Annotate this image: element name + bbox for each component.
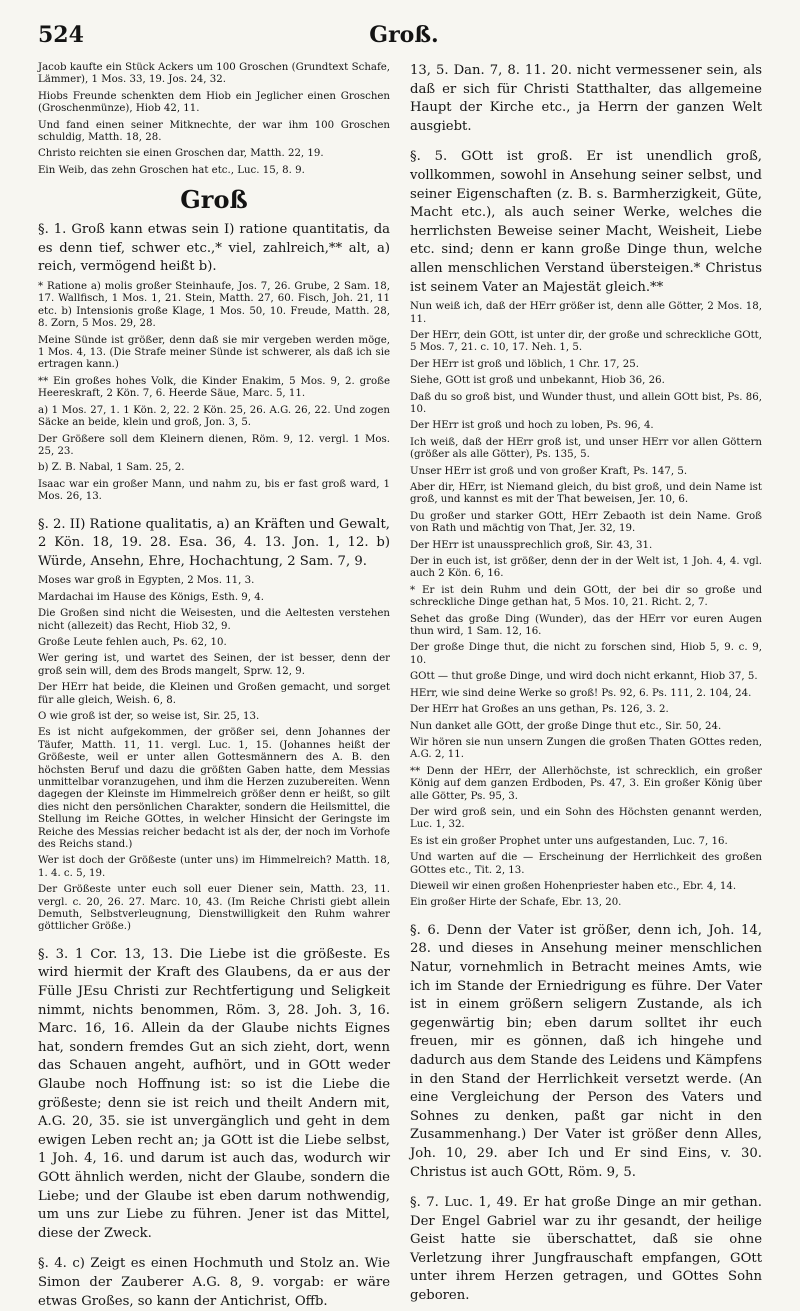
note: Der große Dinge thut, die nicht zu forschen sind, Hiob 5, 9. c. 9, 10. — [410, 642, 762, 666]
intro-line: Und fand einen seiner Mitknechte, der war ihm 100 Groschen schuldig, Matth. 18, 28. — [38, 119, 390, 144]
section-2: §. 2. II) Ratione qualitatis, a) an Kräften und Gewalt, 2 Kön. 18, 19. 28. Esa. 36, 4. 13. Jon. 1, 12. b) Würde, Ansehn, Ehre, Hochachtung, 2 Sam. 7, 9. — [38, 516, 390, 569]
entry-heading: Groß — [180, 185, 248, 215]
note: Der wird groß sein, und ein Sohn des Höchsten genannt werden, Luc. 1, 32. — [410, 806, 762, 831]
section-5: §. 5. GOtt ist groß. Er ist unendlich groß, vollkommen, sowohl in Ansehung seiner selbst, und seiner Eigenschaften (z. B. s. Barmherzigkeit, Güte, Macht etc.), als auch seiner Werke, welches die herrlichsten Beweise seiner Macht, Weisheit, Liebe etc. sind; denn er kann große Dinge thun, welche allen menschlichen Verstand übersteigen.* Christus ist seinem Vater an Majestät gleich.** — [410, 149, 762, 295]
note: Der Größeste unter euch soll euer Diener sein, Matth. 23, 11. vergl. c. 20, 26. 27. Marc. 10, 43. (Im Reiche Christi giebt allein Demuth, Selbstverleugnung, Dienstwilligkeit den Ruhm wahrer göttlicher Größe.) — [38, 884, 390, 933]
section-3: §. 3. 1 Cor. 13, 13. Die Liebe ist die größeste. Es wird hiermit der Kraft des Glaubens, da er aus der Fülle JEsu Christi zur Rechtfertigung und Seligkeit nimmt, nichts benommen, Röm. 3, 28. Joh. 3, 16. Marc. 16, 16. Allein da der Glaube nichts Eignes hat, sondern fremdes Gut an sich zieht, dort, wenn das Schauen angeht, aufhört, und in GOtt weder Glaube noch Hoffnung ist: so ist die Liebe die größeste; denn sie ist reich und theilt Andern mit, A.G. 20, 35. sie ist unvergänglich und geht in dem ewigen Leben recht an; ja GOtt ist die Liebe selbst, 1 Joh. 4, 16. und darum ist auch das, wodurch wir GOtt ähnlich werden, nicht der Glaube, sondern die Liebe; und der Glaube ist eben darum nothwendig, um uns zur Liebe zu führen. Jener ist das Mittel, diese der Zweck. — [38, 946, 390, 1241]
running-head: Groß. — [369, 22, 439, 48]
note: Der HErr ist unaussprechlich groß, Sir. 43, 31. — [410, 539, 653, 551]
note: Der HErr hat beide, die Kleinen und Großen gemacht, und sorget für alle gleich, Weish. 6, 8. — [38, 682, 390, 706]
note: ** Ein großes hohes Volk, die Kinder Enakim, 5 Mos. 9, 2. große Heereskraft, 2 Kön. 7, 6. Heerde Säue, Marc. 5, 11. — [38, 375, 390, 400]
note: Es ist ein großer Prophet unter uns aufgestanden, Luc. 7, 16. — [410, 835, 728, 847]
note: Wir hören sie nun unsern Zungen die großen Thaten GOttes reden, A.G. 2, 11. — [410, 736, 762, 761]
note: Die Großen sind nicht die Weisesten, und die Aeltesten verstehen nicht (allezeit) das Recht, Hiob 32, 9. — [38, 608, 390, 632]
note: Nun danket alle GOtt, der große Dinge thut etc., Sir. 50, 24. — [410, 720, 722, 732]
note: Daß du so groß bist, und Wunder thust, und allein GOtt bist, Ps. 86, 10. — [410, 391, 762, 415]
note: b) Z. B. Nabal, 1 Sam. 25, 2. — [38, 462, 185, 474]
note: Siehe, GOtt ist groß und unbekannt, Hiob 36, 26. — [410, 375, 665, 387]
note: Sehet das große Ding (Wunder), das der HErr vor euren Augen thun wird, 1 Sam. 12, 16. — [410, 613, 762, 638]
intro-line: Jacob kaufte ein Stück Ackers um 100 Groschen (Grundtext Schafe, Lämmer), 1 Mos. 33, 19. Jos. 24, 32. — [38, 62, 390, 86]
note: Isaac war ein großer Mann, und nahm zu, bis er fast groß ward, 1 Mos. 26, 13. — [38, 478, 390, 503]
note: a) 1 Mos. 27, 1. 1 Kön. 2, 22. 2 Kön. 25, 26. A.G. 26, 22. Und zogen Säcke an beide, klein und groß, Jon. 3, 5. — [38, 404, 390, 429]
note: Ich weiß, daß der HErr groß ist, und unser HErr vor allen Göttern (größer als alle Götter), Ps. 135, 5. — [410, 436, 762, 461]
page-header — [38, 22, 770, 58]
note: Aber dir, HErr, ist Niemand gleich, du bist groß, und dein Name ist groß, und kannst es mit der That beweisen, Jer. 10, 6. — [410, 482, 762, 506]
note: HErr, wie sind deine Werke so groß! Ps. 92, 6. Ps. 111, 2. 104, 24. — [410, 687, 752, 699]
section-4-end: 13, 5. Dan. 7, 8. 11. 20. nicht vermessener sein, als daß er sich für Christi Statthalter, das allgemeine Haupt der Kirche etc., ja Herrn der ganzen Welt ausgiebt. — [410, 63, 762, 134]
note: Mardachai im Hause des Königs, Esth. 9, 4. — [38, 591, 264, 603]
note: Wer ist doch der Größeste (unter uns) im Himmelreich? Matth. 18, 1. 4. c. 5, 19. — [38, 855, 390, 879]
note: * Ratione a) molis großer Steinhaufe, Jos. 7, 26. Grube, 2 Sam. 18, 17. Wallfisch, 1 Mos. 1, 21. Stein, Matth. 27, 60. Fisch, Joh. 21, 11 etc. b) Intensionis große Klage, 1 Mos. 50, 10. Freude, Matth. 28, 8. Zorn, 5 Mos. 29, 28. — [38, 281, 390, 330]
note: Ein großer Hirte der Schafe, Ebr. 13, 20. — [410, 897, 622, 909]
note: O wie groß ist der, so weise ist, Sir. 25, 13. — [38, 710, 260, 722]
note: Der in euch ist, ist größer, denn der in der Welt ist, 1 Joh. 4, 4. vgl. auch 2 Kön. 6, 16. — [410, 556, 762, 580]
note: Du großer und starker GOtt, HErr Zebaoth ist dein Name. Groß von Rath und mächtig von That, Jer. 32, 19. — [410, 510, 762, 535]
note: Es ist nicht aufgekommen, der größer sei, denn Johannes der Täufer, Matth. 11, 11. vergl. Luc. 1, 15. (Johannes heißt der Größeste, weil er unter allen Gottesmännern des A. B. den höchsten Beruf und dazu die größten Gaben hatte, dem Messias unmittelbar voranzugehen, und ihm die Herzen zuzubereiten. Wenn dagegen der Kleinste im Himmelreich größer denn er heißt, so gilt dies nicht den persönlichen Charakter, sondern die Heilsmittel, die Stellung im Reiche GOttes, in welcher Hinsicht der Geringste im Reiche des Messias reicher bedacht ist als der, der noch im Vorhofe des Reichs stand.) — [38, 727, 390, 851]
section-1: §. 1. Groß kann etwas sein I) ratione quantitatis, da es denn tief, schwer etc.,* viel, zahlreich,** alt, a) reich, vermögend heißt b). — [38, 222, 390, 275]
note: Der Größere soll dem Kleinern dienen, Röm. 9, 12. vergl. 1 Mos. 25, 23. — [38, 433, 390, 457]
section-7: §. 7. Luc. 1, 49. Er hat große Dinge an mir gethan. Der Engel Gabriel war zu ihr gesandt, der heilige Geist hatte sie überschattet, daß sie ohne Verletzung ihrer Jungfrauschaft empfangen, GOtt unter ihrem Herzen getragen, und GOttes Sohn geboren. — [410, 1195, 762, 1304]
note: GOtt — thut große Dinge, und wird doch nicht erkannt, Hiob 37, 5. — [410, 671, 758, 683]
note: Der HErr hat Großes an uns gethan, Ps. 126, 3. 2. — [410, 704, 669, 716]
note: Große Leute fehlen auch, Ps. 62, 10. — [38, 636, 227, 648]
note: Der HErr ist groß und löblich, 1 Chr. 17, 25. — [410, 358, 639, 370]
intro-line: Ein Weib, das zehn Groschen hat etc., Luc. 15, 8. 9. — [38, 164, 305, 176]
intro-line: Christo reichten sie einen Groschen dar, Matth. 22, 19. — [38, 148, 324, 160]
note: ** Denn der HErr, der Allerhöchste, ist schrecklich, ein großer König auf dem ganzen Erdboden, Ps. 47, 3. Ein großer König über alle Götter, Ps. 95, 3. — [410, 765, 762, 802]
note: * Er ist dein Ruhm und dein GOtt, der bei dir so große und schreckliche Dinge gethan hat, 5 Mos. 10, 21. Richt. 2, 7. — [410, 584, 762, 609]
note: Unser HErr ist groß und von großer Kraft, Ps. 147, 5. — [410, 465, 688, 477]
document-page — [38, 22, 770, 1309]
note: Moses war groß in Egypten, 2 Mos. 11, 3. — [38, 575, 255, 587]
note: Dieweil wir einen großen Hohenpriester haben etc., Ebr. 4, 14. — [410, 880, 737, 892]
note: Meine Sünde ist größer, denn daß sie mir vergeben werden möge, 1 Mos. 4, 13. (Die Strafe meiner Sünde ist schwerer, als daß ich sie ertragen kann.) — [38, 334, 390, 371]
right-column — [410, 62, 762, 1304]
section-4-start: §. 4. c) Zeigt es einen Hochmuth und Stolz an. Wie Simon der Zauberer A.G. 8, 9. vorgab: er wäre etwas Großes, so kann der Antichrist, Offb. — [38, 1256, 390, 1309]
text-columns — [38, 62, 770, 1309]
note: Und warten auf die — Erscheinung der Herrlichkeit des großen GOttes etc., Tit. 2, 13. — [410, 852, 762, 876]
note: Wer gering ist, und wartet des Seinen, der ist besser, denn der groß sein will, dem des Brods mangelt, Sprw. 12, 9. — [38, 653, 390, 677]
intro-line: Hiobs Freunde schenkten dem Hiob ein Jeglicher einen Groschen (Groschenmünze), Hiob 42, 11. — [38, 90, 390, 115]
note: Nun weiß ich, daß der HErr größer ist, denn alle Götter, 2 Mos. 18, 11. — [410, 301, 762, 325]
section-6: §. 6. Denn der Vater ist größer, denn ich, Joh. 14, 28. und dieses in Ansehung meiner menschlichen Natur, vornehmlich in Betracht meines Amts, wie ich im Stande der Erniedrigung es führe. Der Vater ist in einem größern seligern Zustande, als ich gegenwärtig bin; eben darum solltet ihr euch freuen, mir es gönnen, daß ich hingehe und dadurch aus dem Stande des Leidens und Kämpfens in den Stand der Herrlichkeit versetzt werde. (An eine Vergleichung der Person des Vaters und Sohnes zu denken, paßt gar nicht in den Zusammenhang.) Der Vater ist größer denn Alles, Joh. 10, 29. aber Ich und Er sind Eins, v. 30. Christus ist auch GOtt, Röm. 9, 5. — [410, 922, 762, 1180]
left-column — [38, 62, 390, 1309]
note: Der HErr ist groß und hoch zu loben, Ps. 96, 4. — [410, 420, 654, 432]
page-number: 524 — [38, 22, 84, 48]
note: Der HErr, dein GOtt, ist unter dir, der große und schreckliche GOtt, 5 Mos. 7, 21. c. 10, 17. Neh. 1, 5. — [410, 329, 762, 354]
